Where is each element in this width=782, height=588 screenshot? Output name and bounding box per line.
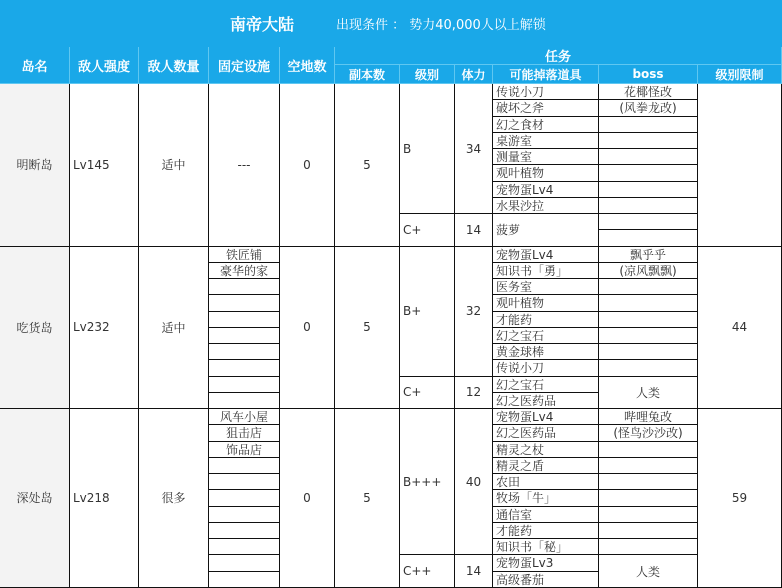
island-name: 深处岛 (0, 409, 70, 588)
tier-level: C+ (400, 214, 455, 247)
boss-name (599, 230, 698, 246)
facility-item (209, 295, 280, 311)
level-limit: 59 (698, 409, 782, 588)
boss-name (599, 182, 698, 198)
title-bar (0, 0, 782, 47)
boss-name (599, 539, 698, 555)
drop-item: 才能药 (493, 312, 599, 328)
enemy-strength: Lv232 (70, 247, 139, 410)
boss-name (599, 149, 698, 165)
drop-item: 黄金球棒 (493, 344, 599, 360)
facility-item (209, 572, 280, 588)
boss-name (599, 507, 698, 523)
drop-item: 知识书「秘」 (493, 539, 599, 555)
dungeon-count: 5 (335, 409, 400, 588)
level-limit (698, 84, 782, 247)
facility-item (209, 458, 280, 474)
island-name: 吃货岛 (0, 247, 70, 410)
drop-item: 农田 (493, 474, 599, 490)
facility-item (209, 279, 280, 295)
facility-item (209, 328, 280, 344)
tier-stamina: 14 (455, 214, 493, 247)
facility-item (209, 539, 280, 555)
boss-name (599, 360, 698, 376)
boss-name (599, 344, 698, 360)
boss-name: 人类 (599, 555, 698, 588)
boss-name (599, 458, 698, 474)
drop-item: 观叶植物 (493, 295, 599, 311)
drop-item: 宠物蛋Lv4 (493, 409, 599, 425)
drop-item: 幻之医药品 (493, 425, 599, 441)
facility-item: 豪华的家 (209, 263, 280, 279)
enemy-count: 适中 (139, 247, 209, 410)
facility-item (209, 377, 280, 393)
drop-item: 观叶植物 (493, 165, 599, 181)
tier-level: B (400, 84, 455, 214)
boss-name (599, 117, 698, 133)
header-enemy-strength: 敌人强度 (70, 47, 139, 84)
boss-name: (怪鸟沙沙改) (599, 425, 698, 441)
drop-item: 幻之宝石 (493, 328, 599, 344)
boss-name (599, 442, 698, 458)
unlock-condition: 出现条件 ： 势力40,000人以上解锁 (336, 18, 546, 33)
facility-item (209, 344, 280, 360)
boss-name (599, 279, 698, 295)
facility-item: 铁匠铺 (209, 247, 280, 263)
facility-item: --- (209, 84, 280, 247)
tier-stamina: 12 (455, 377, 493, 410)
tier-level: C+ (400, 377, 455, 410)
facility-item (209, 555, 280, 571)
drop-item: 宠物蛋Lv3 (493, 555, 599, 571)
header-possible-drops: 可能掉落道具 (493, 65, 599, 84)
boss-name (599, 165, 698, 181)
boss-name (599, 214, 698, 230)
boss-name (599, 474, 698, 490)
drop-item: 幻之食材 (493, 117, 599, 133)
header-boss: boss (599, 65, 698, 84)
boss-name (599, 133, 698, 149)
boss-name (599, 490, 698, 506)
level-limit: 44 (698, 247, 782, 410)
drop-item: 牧场「牛」 (493, 490, 599, 506)
boss-name: 花椰怪改 (599, 84, 698, 100)
facility-item: 饰品店 (209, 442, 280, 458)
header-dungeon-count: 副本数 (335, 65, 400, 84)
enemy-strength: Lv145 (70, 84, 139, 247)
header-level-limit: 级别限制 (698, 65, 782, 84)
boss-name (599, 198, 698, 214)
boss-name (599, 523, 698, 539)
tier-stamina: 34 (455, 84, 493, 214)
facility-item (209, 360, 280, 376)
tier-level: C++ (400, 555, 455, 588)
boss-name: 飘乎乎 (599, 247, 698, 263)
empty-lots: 0 (280, 84, 335, 247)
drop-item: 传说小刀 (493, 84, 599, 100)
facility-item: 狙击店 (209, 425, 280, 441)
enemy-count: 很多 (139, 409, 209, 588)
tier-level: B+ (400, 247, 455, 377)
facility-item (209, 490, 280, 506)
boss-name: 哔哩兔改 (599, 409, 698, 425)
drop-item: 菠萝 (493, 214, 599, 247)
drop-item: 传说小刀 (493, 360, 599, 376)
tier-stamina: 14 (455, 555, 493, 588)
header-enemy-count: 敌人数量 (139, 47, 209, 84)
island-name: 明断岛 (0, 84, 70, 247)
drop-item: 破坏之斧 (493, 100, 599, 116)
facility-item: 风车小屋 (209, 409, 280, 425)
boss-name: 人类 (599, 377, 698, 410)
drop-item: 桌游室 (493, 133, 599, 149)
facility-item (209, 507, 280, 523)
enemy-count: 适中 (139, 84, 209, 247)
header-fixed-facilities: 固定设施 (209, 47, 280, 84)
drop-item: 幻之医药品 (493, 393, 599, 409)
empty-lots: 0 (280, 247, 335, 410)
dungeon-count: 5 (335, 247, 400, 410)
tier-stamina: 32 (455, 247, 493, 377)
drop-item: 高级番茄 (493, 572, 599, 588)
drop-item: 幻之宝石 (493, 377, 599, 393)
drop-item: 测量室 (493, 149, 599, 165)
drop-item: 水果沙拉 (493, 198, 599, 214)
dungeon-count: 5 (335, 84, 400, 247)
drop-item: 精灵之杖 (493, 442, 599, 458)
enemy-strength: Lv218 (70, 409, 139, 588)
header-empty-lots: 空地数 (280, 47, 335, 84)
header-task: 任务 (335, 47, 782, 65)
facility-item (209, 523, 280, 539)
drop-item: 精灵之盾 (493, 458, 599, 474)
empty-lots: 0 (280, 409, 335, 588)
facility-item (209, 393, 280, 409)
drop-item: 知识书「勇」 (493, 263, 599, 279)
header-stamina: 体力 (455, 65, 493, 84)
header-level: 级别 (400, 65, 455, 84)
tier-stamina: 40 (455, 409, 493, 555)
header-island: 岛名 (0, 47, 70, 84)
boss-name: (凉风飘飘) (599, 263, 698, 279)
drop-item: 才能药 (493, 523, 599, 539)
boss-name (599, 328, 698, 344)
page-title: 南帝大陆 (230, 15, 295, 34)
boss-name: (风拳龙改) (599, 100, 698, 116)
facility-item (209, 312, 280, 328)
drop-item: 宠物蛋Lv4 (493, 182, 599, 198)
drop-item: 医务室 (493, 279, 599, 295)
facility-item (209, 474, 280, 490)
boss-name (599, 312, 698, 328)
boss-name (599, 295, 698, 311)
tier-level: B+++ (400, 409, 455, 555)
drop-item: 宠物蛋Lv4 (493, 247, 599, 263)
drop-item: 通信室 (493, 507, 599, 523)
